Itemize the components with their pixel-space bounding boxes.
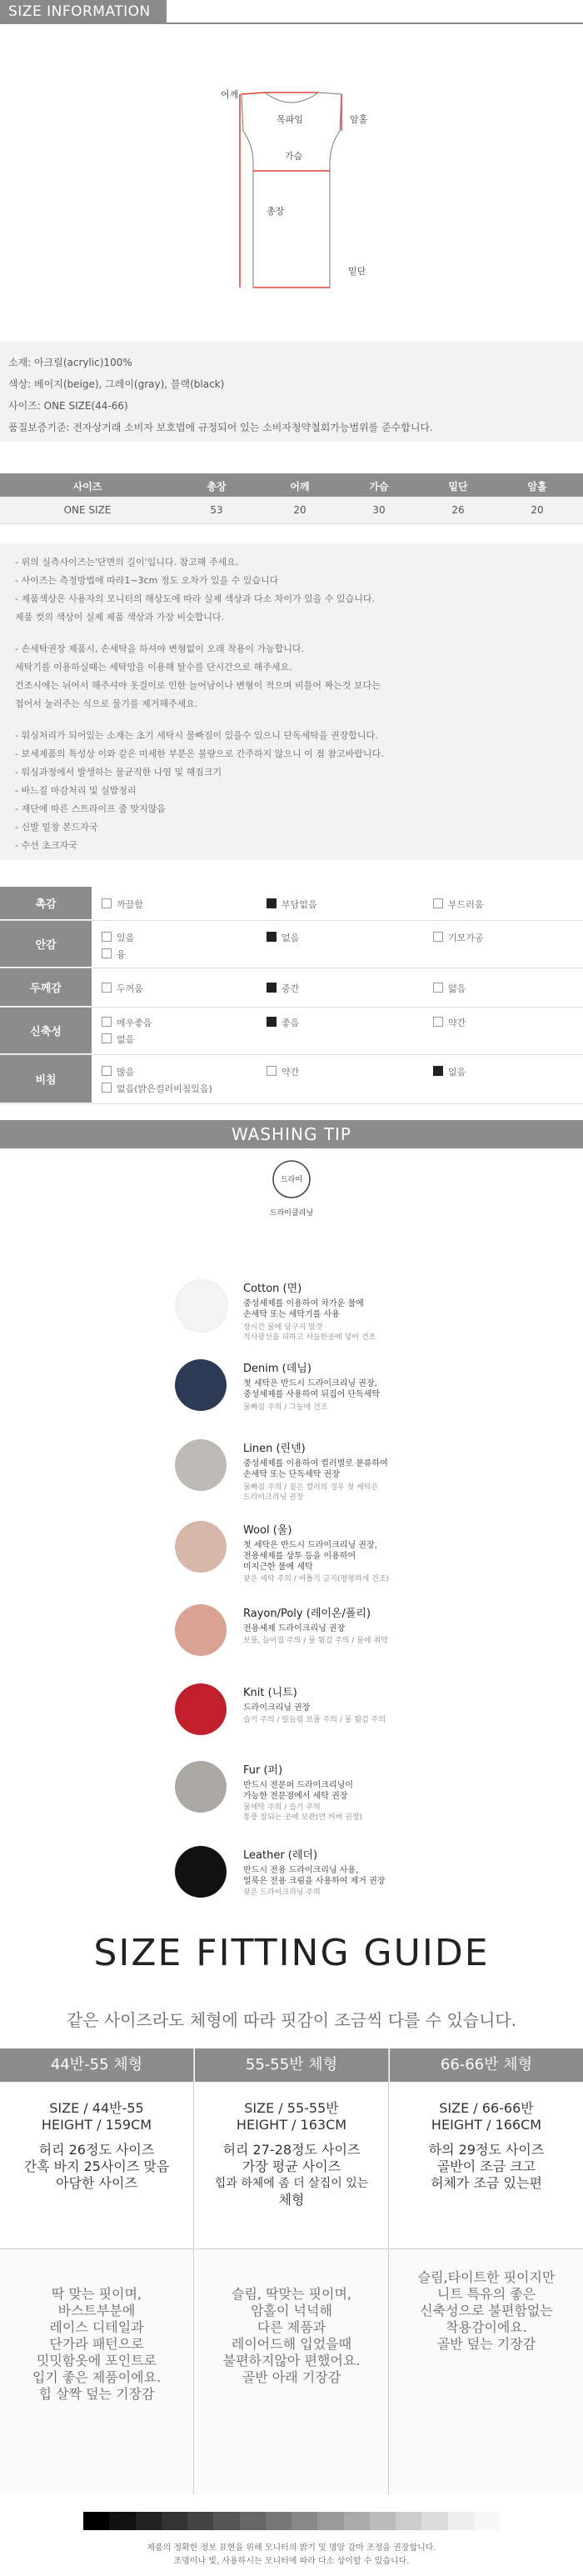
washing-line: 손세탁 또는 단독세탁 권장 <box>243 1470 340 1479</box>
armhole-label: 암홀 <box>350 114 368 125</box>
fitting-fit-line: 암홀이 넉넉해 <box>251 2303 332 2318</box>
fitting-fit-line: 골반 덮는 기장감 <box>436 2336 536 2352</box>
checkbox-icon <box>102 1017 112 1027</box>
section-header <box>0 0 583 28</box>
checkbox-icon <box>102 932 112 942</box>
dry-badge-text: 드라이 <box>280 1176 303 1184</box>
washing-item-fur <box>175 1761 575 1828</box>
fitting-fit-line: 딱 맞는 핏이며, <box>52 2286 142 2302</box>
fitting-guide-title: SIZE FITTING GUIDE <box>93 1932 490 1974</box>
feel-option: 부드러움 <box>433 898 484 911</box>
fitting-fit-line: 레이스 디테일과 <box>49 2319 144 2335</box>
table-cell: 30 <box>372 504 386 516</box>
fitting-height: HEIGHT / 166CM <box>431 2117 542 2133</box>
feel-row-touch <box>0 887 583 921</box>
gray-swatch <box>136 2512 162 2530</box>
fitting-fit-line: 슬림,타이트한 핏이지만 <box>417 2269 556 2285</box>
washing-line: 가능한 전문점에서 세탁 권장 <box>243 1792 348 1801</box>
table-header-cell: 암홀 <box>527 481 547 493</box>
feel-row-label: 비침 <box>0 1055 92 1103</box>
fitting-column-head: 55-55반 체형 <box>195 2048 388 2082</box>
fitting-guide-table <box>0 2048 583 2494</box>
gray-swatch <box>448 2512 474 2530</box>
washing-item-title: Cotton (면) <box>243 1283 302 1295</box>
fitting-desc: 하의 29정도 사이즈 <box>428 2142 545 2158</box>
feel-option: 약간 <box>433 1016 466 1029</box>
feel-row-label: 촉감 <box>0 887 92 920</box>
gray-swatch <box>213 2512 239 2530</box>
fitting-fit-line: 입기 좋은 제품이에요. <box>32 2369 162 2385</box>
washing-item-title: Denim (데님) <box>243 1363 311 1375</box>
checkbox-icon <box>433 1017 443 1027</box>
chest-label: 가슴 <box>285 151 303 162</box>
fitting-height: HEIGHT / 159CM <box>41 2117 152 2133</box>
gray-swatch <box>421 2512 447 2530</box>
color-text: 색상: 베이지(beige), 그레이(gray), 블랙(black) <box>8 378 225 390</box>
checkbox-icon <box>433 983 443 993</box>
washing-line: 중성세제를 이용하여 차가운 물에 <box>243 1299 364 1308</box>
fitting-size: SIZE / 66-66반 <box>439 2100 534 2116</box>
fitting-fit-line: 불편하지않아 편했어요. <box>222 2353 361 2368</box>
fitting-height: HEIGHT / 163CM <box>236 2117 347 2133</box>
washing-item-title: Fur (퍼) <box>243 1764 283 1777</box>
knit-swatch <box>175 1683 227 1735</box>
washing-item-denim <box>175 1359 575 1426</box>
feel-option: 좋음 <box>267 1016 299 1029</box>
fur-swatch <box>175 1761 227 1813</box>
checkbox-icon <box>433 932 443 942</box>
size-table-header <box>0 473 583 497</box>
fitting-desc: 아담한 사이즈 <box>56 2175 137 2191</box>
fitting-fit-line: 밋밋함옷에 포인트로 <box>36 2353 157 2368</box>
note-line: - 위의 실측사이즈는'단면의 길이'입니다. 참고해 주세요. <box>15 557 239 568</box>
table-cell: 26 <box>451 504 465 516</box>
gray-swatch <box>396 2512 421 2530</box>
gray-swatch <box>370 2512 396 2530</box>
fitting-size: SIZE / 44반-55 <box>49 2100 144 2116</box>
table-header-cell: 총장 <box>207 481 227 493</box>
fitting-fit-line: 힙 살짝 덮는 기장감 <box>38 2386 155 2402</box>
table-cell: 20 <box>531 504 544 516</box>
washing-line: 전용세제를 상투 등을 이용하여 <box>243 1552 356 1561</box>
leather-swatch <box>175 1846 227 1898</box>
note-line: - 보세제품의 특성상 이와 같은 미세한 부분은 불량으로 간주하지 않으니 이 점 참고바랍니다. <box>15 748 384 759</box>
shoulder-label: 어깨 <box>221 89 239 100</box>
washing-item-linen <box>175 1439 575 1506</box>
washing-sub: 드라이크리닝 권장 <box>243 1493 304 1502</box>
fitting-column-head: 44반-55 체형 <box>0 2048 193 2082</box>
fitting-column-body <box>195 2082 388 2249</box>
feel-option: 없음(밝은컬러비침있음) <box>102 1082 212 1095</box>
fitting-fit-line: 니트 특유의 좋은 <box>436 2286 536 2302</box>
washing-tip-title: WASHING TIP <box>0 1120 583 1148</box>
feel-row-label: 안감 <box>0 921 92 968</box>
washing-sub: 물빠짐 주의 / 짙은 컬러의 경우 첫 세탁은 <box>243 1483 379 1492</box>
note-line: 건조시에는 뉘어서 해주셔야 옷걸이로 인한 늘어남이나 변형이 적으며 비틀어 짜는것 보다는 <box>15 680 381 691</box>
note-line: - 손세탁권장 제품시, 손세탁을 하셔야 변형없이 오래 착용이 가능합니다. <box>15 643 305 654</box>
gray-swatch <box>474 2512 500 2530</box>
feel-option: 약간 <box>267 1065 299 1078</box>
washing-list <box>0 1279 583 1913</box>
washing-sub: 물빠짐 주의 / 그늘에 건조 <box>243 1403 328 1412</box>
dry-caption: 드라이클리닝 <box>269 1209 314 1218</box>
fitting-desc: 허리 26정도 사이즈 <box>38 2142 155 2158</box>
washing-sub: 잦은 세탁 주의 / 비틀기 금지(평평하게 건조) <box>243 1575 390 1583</box>
fitting-fit-line: 슬림, 딱맞는 핏이며, <box>232 2286 351 2302</box>
table-header-cell: 가슴 <box>369 481 389 493</box>
checkbox-checked-icon <box>267 983 277 993</box>
washing-line: 반드시 전문퍼 드라이크리닝이 <box>243 1781 353 1790</box>
note-line: - 신발 밑창 본드자국 <box>15 822 98 833</box>
feel-option: 까끌함 <box>102 898 143 911</box>
note-line: - 사이즈는 측정방법에 따라1~3cm 정도 오차가 있을 수 있습니다 <box>15 575 279 586</box>
washing-sub: 직사광선을 피하고 서늘한곳에 넣어 건조 <box>243 1333 376 1342</box>
feel-option: 얇음 <box>433 982 466 995</box>
checkbox-icon <box>102 1083 112 1093</box>
length-label: 총장 <box>267 206 285 217</box>
washing-item-title: Wool (울) <box>243 1524 292 1537</box>
cotton-swatch <box>175 1279 228 1333</box>
checkbox-icon <box>267 1066 277 1076</box>
note-line: - 워싱처리가 되어있는 소재는 초기 세탁시 물빠짐이 있을수 있으니 단독세탁을 권장합니다. <box>15 730 378 741</box>
washing-line: 드라이크리닝 권장 <box>243 1703 311 1713</box>
table-header-cell: 밑단 <box>448 481 468 493</box>
checkbox-icon <box>433 898 443 908</box>
fitting-column-55-55 <box>195 2048 389 2494</box>
size-table <box>0 473 583 523</box>
feel-option: 있음 <box>102 931 134 944</box>
note-line: - 제품색상은 사용자의 모니터의 해상도에 따라 실제 색상과 다소 차이가 있을 수 있습니다. <box>15 593 375 604</box>
fitting-desc: 허체가 조금 있는편 <box>431 2175 542 2191</box>
fitting-fit-line: 골반 아래 기장감 <box>242 2369 341 2385</box>
washing-item-wool <box>175 1521 575 1588</box>
washing-sub: 보풀, 늘어짐 주의 / 물 튐김 주의 / 물에 취약 <box>243 1637 388 1645</box>
fabric-feel-table <box>0 887 583 1112</box>
gray-swatch <box>187 2512 213 2530</box>
wool-swatch <box>175 1521 227 1573</box>
fitting-fit-line: 신축성으로 불편함없는 <box>420 2303 553 2318</box>
hem-label: 밑단 <box>348 266 366 277</box>
feel-option: 없음 <box>102 1033 134 1046</box>
washing-item-title: Rayon/Poly (레이온/폴리) <box>243 1608 371 1620</box>
checkbox-icon <box>102 1033 112 1043</box>
neck-label: 목파임 <box>277 114 303 125</box>
fitting-guide-subtitle: 같은 사이즈라도 체형에 따라 핏감이 조금씩 다를 수 있습니다. <box>66 2010 517 2030</box>
checkbox-checked-icon <box>267 1017 277 1027</box>
gray-swatch <box>83 2512 109 2530</box>
washing-line: 첫 세탁은 반드시 드라이크리닝 권장, <box>243 1541 377 1550</box>
fitting-desc: 허리 27-28정도 사이즈 <box>222 2142 361 2158</box>
note-line: 세탁기를 이용하실때는 세탁망을 이용해 탈수를 단시간으로 해주세요. <box>15 662 292 673</box>
note-line: 제품 컷의 색상이 실제 제품 색상과 가장 비슷합니다. <box>15 612 225 623</box>
table-row <box>0 497 583 524</box>
washing-line: 첫 세탁은 반드시 드라이크리닝 권장, <box>243 1379 377 1388</box>
gray-swatch <box>317 2512 343 2530</box>
table-cell: 20 <box>293 504 306 516</box>
feel-row-stretch <box>0 1008 583 1055</box>
size-information-title: SIZE INFORMATION <box>0 0 167 23</box>
feel-option: 매우좋음 <box>102 1016 152 1029</box>
checkbox-icon <box>102 948 112 958</box>
note-line: - 바느질 마감처리 및 실밥정리 <box>15 785 137 796</box>
fitting-desc: 힙과 하체에 좀 더 살집이 있는 <box>214 2177 369 2190</box>
gray-swatch <box>240 2512 266 2530</box>
checkbox-checked-icon <box>267 898 277 908</box>
garment-diagram <box>183 79 400 304</box>
feel-option: 두꺼움 <box>102 982 143 995</box>
fitting-fit-line: 착용감이에요. <box>446 2319 527 2335</box>
gray-swatch <box>109 2512 135 2530</box>
washing-item-title: Leather (레더) <box>243 1849 318 1862</box>
washing-line: 중성세제를 이용하여 컬러별로 분류하여 <box>243 1459 388 1468</box>
header-divider <box>0 23 583 24</box>
washing-sub: 장시간 물에 담구지 말것 <box>243 1323 323 1332</box>
grayscale-calibration-strip <box>83 2512 500 2530</box>
fitting-fit-line: 레이어드해 입었을때 <box>231 2336 352 2352</box>
checkbox-checked-icon <box>267 932 277 942</box>
feel-row-lining <box>0 921 583 968</box>
washing-sub: 물세탁 주의 / 습기 주의 <box>243 1803 321 1812</box>
gray-swatch <box>344 2512 370 2530</box>
notes-section <box>0 543 583 860</box>
washing-sub: 통풍 잘되는 곳에 보관(먼 커버 권장) <box>243 1813 363 1822</box>
product-info <box>0 342 583 442</box>
feel-option: 중간 <box>267 982 299 995</box>
washing-item-title: Knit (니트) <box>243 1687 297 1699</box>
washing-item-title: Linen (린넨) <box>243 1443 306 1455</box>
checkbox-checked-icon <box>433 1066 443 1076</box>
feel-row-sheerness <box>0 1055 583 1104</box>
feel-option: 없음 <box>433 1065 466 1078</box>
fitting-fit-line: 다른 제품과 <box>257 2319 326 2335</box>
gray-swatch <box>292 2512 317 2530</box>
feel-option: 융 <box>102 948 126 961</box>
fitting-desc: 골반이 조금 크고 <box>436 2158 536 2174</box>
checkbox-icon <box>102 1066 112 1076</box>
washing-line: 전용세제 드라이크리닝 권장 <box>243 1624 346 1633</box>
gray-swatch <box>162 2512 187 2530</box>
note-line: - 수선 초크자국 <box>15 840 77 851</box>
washing-sub: 습기 주의 / 탈늘림 보풀 주의 / 물 튐김 주의 <box>243 1716 386 1724</box>
material-text: 소재: 아크릴(acrylic)100% <box>8 357 132 368</box>
washing-line: 중성세제를 사용하여 뒤집어 단독세탁 <box>243 1390 381 1399</box>
note-line: - 워싱과정에서 발생하는 물균직한 나염 및 해짐크기 <box>15 767 222 778</box>
fitting-size: SIZE / 55-55반 <box>244 2100 339 2116</box>
washing-line: 손세탁 또는 세탁기를 사용 <box>243 1310 340 1319</box>
checkbox-icon <box>102 983 112 993</box>
note-line: 접어서 눌러주는 식으로 물기를 제거해주세요. <box>15 698 198 709</box>
fitting-fit-line: 단가라 패턴으로 <box>49 2336 144 2352</box>
checkbox-icon <box>102 898 112 908</box>
fitting-column-body <box>390 2082 583 2249</box>
fitting-column-44-55 <box>0 2048 194 2494</box>
table-cell: ONE SIZE <box>63 504 112 516</box>
table-header-cell: 사이즈 <box>72 481 102 493</box>
fitting-desc: 가장 평균 사이즈 <box>242 2158 341 2174</box>
washing-item-knit <box>175 1683 575 1742</box>
washing-item-cotton <box>175 1279 575 1346</box>
fitting-column-66-66 <box>390 2048 583 2494</box>
table-cell: 53 <box>210 504 223 516</box>
feel-row-label: 신축성 <box>0 1008 92 1054</box>
linen-swatch <box>175 1439 227 1491</box>
washing-line: 반드시 전용 드라이크리닝 사용, <box>243 1866 359 1875</box>
fitting-fit-line: 바스트부분에 <box>57 2303 136 2318</box>
feel-option: 기모가공 <box>433 931 484 944</box>
washing-sub: 잦은 드라이크리닝 주의 <box>243 1888 321 1897</box>
dry-clean-badge <box>263 1158 320 1225</box>
footer-note: 조명이나 빛, 사용하시는 모니터에 따라 다소 상이할 수 있습니다. <box>173 2557 410 2566</box>
feel-option: 없음 <box>267 931 299 944</box>
feel-row-label: 두께감 <box>0 968 92 1007</box>
feel-option: 많음 <box>102 1065 134 1078</box>
fitting-desc: 간혹 바지 25사이즈 맞음 <box>23 2158 170 2174</box>
table-header-cell: 어깨 <box>290 481 310 493</box>
denim-swatch <box>175 1359 227 1411</box>
size-text: 사이즈: ONE SIZE(44-66) <box>8 400 128 412</box>
feel-option: 부담없음 <box>267 898 317 911</box>
washing-line: 미지근한 물에 세탁 <box>243 1563 313 1572</box>
rayon-poly-swatch <box>175 1604 227 1656</box>
fitting-desc: 체형 <box>278 2192 305 2208</box>
warranty-text: 품질보증기준: 전자상거래 소비자 보호법에 규정되어 있는 소비자청약철회가능범위를 준수합니다. <box>8 422 433 433</box>
fitting-column-head: 66-66반 체형 <box>390 2048 583 2082</box>
feel-row-thickness <box>0 968 583 1008</box>
washing-item-leather <box>175 1846 575 1904</box>
washing-line: 얼룩은 전용 크림을 사용하여 제거 권장 <box>243 1877 386 1886</box>
footer-note: 제품의 정확한 정보 표현을 위해 모니터의 밝기 및 명암 감마 조정을 권장합니다. <box>147 2543 436 2553</box>
note-line: - 재단에 따른 스트라이프 줄 맞지않음 <box>15 803 166 814</box>
washing-item-rayon-poly <box>175 1604 575 1663</box>
fitting-column-body <box>0 2082 193 2249</box>
gray-swatch <box>266 2512 292 2530</box>
